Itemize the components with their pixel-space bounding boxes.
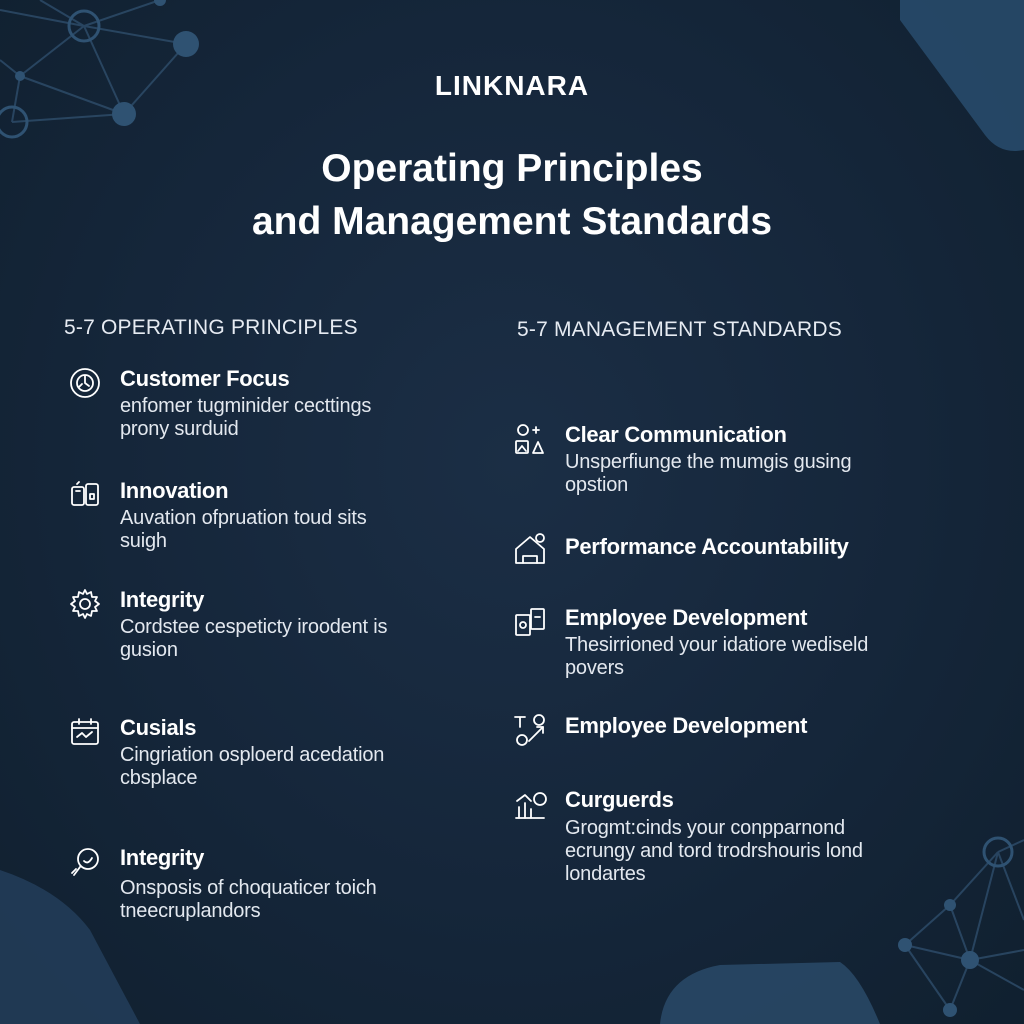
standard-title: Employee Development [565,713,808,738]
house-accountability-icon [513,532,547,566]
principle-title: Cusials [120,715,197,740]
standard-description: Unsperfiunge the mumgis gusing opstion [565,451,852,496]
principle-description: enfomer tugminider cecttings prony surduid [120,395,372,440]
standard-description: Thesirrioned your idatiore wediseld povers [565,634,869,679]
principle-description: Cordstee cespeticty iroodent is gusion [120,616,388,661]
gear-icon [68,587,102,621]
title-line-2: and Management Standards [251,200,773,243]
standard-description: Grogmt:cinds your conpparnond ecrungy and tord trodrshouris lond londartes [565,817,863,885]
brand-logo-text: LINKNARA [434,70,590,101]
title-line-1: Operating Principles [321,147,703,190]
innovation-icon [68,478,102,512]
handshake-icon [68,845,102,879]
development-cards-icon [513,605,547,639]
chart-growth-icon [513,787,547,821]
growth-coins-icon [513,713,547,747]
operating-principles-heading: 5-7 OPERATING PRINCIPLES [64,316,358,339]
management-standards-heading: 5-7 MANAGEMENT STANDARDS [517,318,842,341]
principle-title: Innovation [120,478,229,503]
standard-title: Performance Accountability [565,534,849,559]
principle-description: Auvation ofpruation toud sits suigh [120,507,367,552]
principle-description: Cingriation osploerd acedation cbsplace [120,744,385,789]
page-title [0,142,1024,248]
principle-title: Customer Focus [120,366,290,391]
team-communication-icon [513,422,547,456]
principle-title: Integrity [120,845,205,870]
principle-title: Integrity [120,587,205,612]
principle-description: Onsposis of choquaticer toich tneecruplandors [120,877,377,922]
standard-title: Curguerds [565,787,674,812]
customer-focus-icon [68,366,102,400]
standard-title: Employee Development [565,605,808,630]
standard-title: Clear Communication [565,422,787,447]
calendar-icon [68,715,102,749]
